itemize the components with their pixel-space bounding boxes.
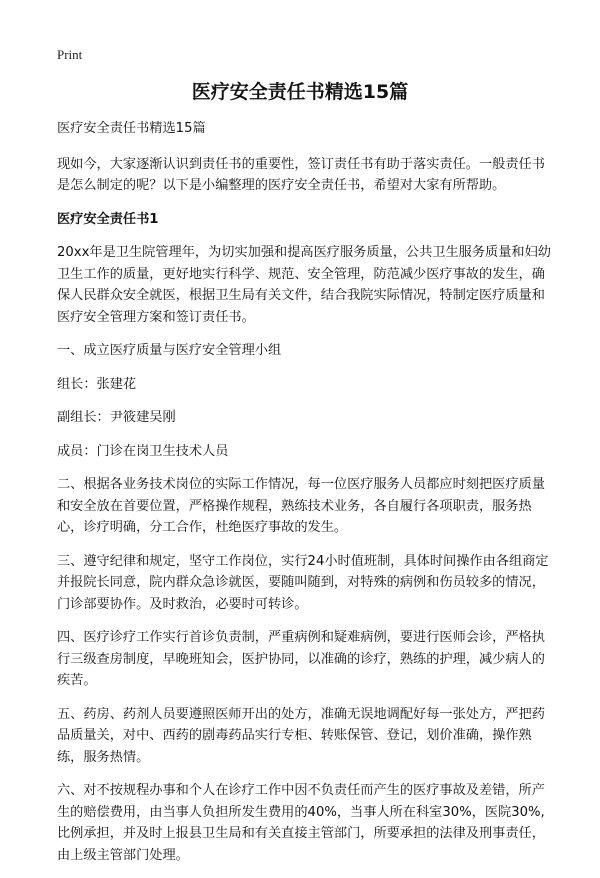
page-title: 医疗安全责任书精选15篇: [191, 81, 409, 103]
section-heading: 医疗安全责任书1: [57, 211, 159, 227]
intro-paragraph: 现如今，大家逐渐认识到责任书的重要性，签订责任书有助于落实责任。一般责任书是怎么制定的呢？以下是小编整理的医疗安全责任书，希望对大家有所帮助。: [57, 156, 545, 193]
paragraph: 一、成立医疗质量与医疗安全管理小组: [57, 343, 282, 358]
print-link[interactable]: Print: [57, 47, 83, 62]
paragraph: 四、医疗诊疗工作实行首诊负责制，严重病例和疑难病例，要进行医师会诊，严格执行三级查房制度，早晚班知会，医护协同，以准确的诊疗，熟练的护理，减少病人的疾苦。: [57, 630, 545, 688]
paragraph: 六、对不按规程办事和个人在诊疗工作中因不负责任而产生的医疗事故及差错，所产生的赔偿费用，由当事人负担所发生费用的40%，当事人所在科室30%，医院30%,比例承担，并及时上报县卫生局和有关直接主管部门，所要承担的法律及刑事责任，由上级主管部门处理。: [57, 783, 545, 863]
document-body: [57, 118, 557, 878]
paragraph: 三、遵守纪律和规定，坚守工作岗位，实行24小时值班制，具体时间操作由各组商定并报院长同意，院内群众急诊就医，要随叫随到，对特殊的病例和伤员较多的情况，门诊部要协作。及时救治，必要时可转诊。: [57, 553, 549, 612]
paragraph: 五、药房、药剂人员要遵照医师开出的处方，准确无误地调配好每一张处方，严把药品质量关，对中、西药的剧毒药品实行专柜、转账保管、登记，划价准确，操作熟练，服务热情。: [57, 706, 545, 765]
paragraph: 二、根据各业务技术岗位的实际工作情况，每一位医疗服务人员都应时刻把医疗质量和安全放在首要位置，严格操作规程，熟练技术业务，各自履行各项职责，服务热心，诊疗明确，分工合作，杜绝医疗事故的发生。: [57, 477, 545, 535]
paragraph: 组长：张建花: [57, 376, 137, 392]
paragraph: 副组长：尹筱建吴刚: [57, 410, 176, 425]
paragraph: 成员：门诊在岗卫生技术人员: [57, 443, 229, 459]
paragraph: 20xx年是卫生院管理年，为切实加强和提高医疗服务质量，公共卫生服务质量和妇幼卫生工作的质量，更好地实行科学、规范、安全管理，防范减少医疗事故的发生，确保人民群众安全就医，根据卫生局有关文件，结合我院实际情况，特制定医疗质量和医疗安全管理方案和签订责任书。: [57, 245, 551, 325]
document-subtitle: 医疗安全责任书精选15篇: [57, 121, 206, 136]
